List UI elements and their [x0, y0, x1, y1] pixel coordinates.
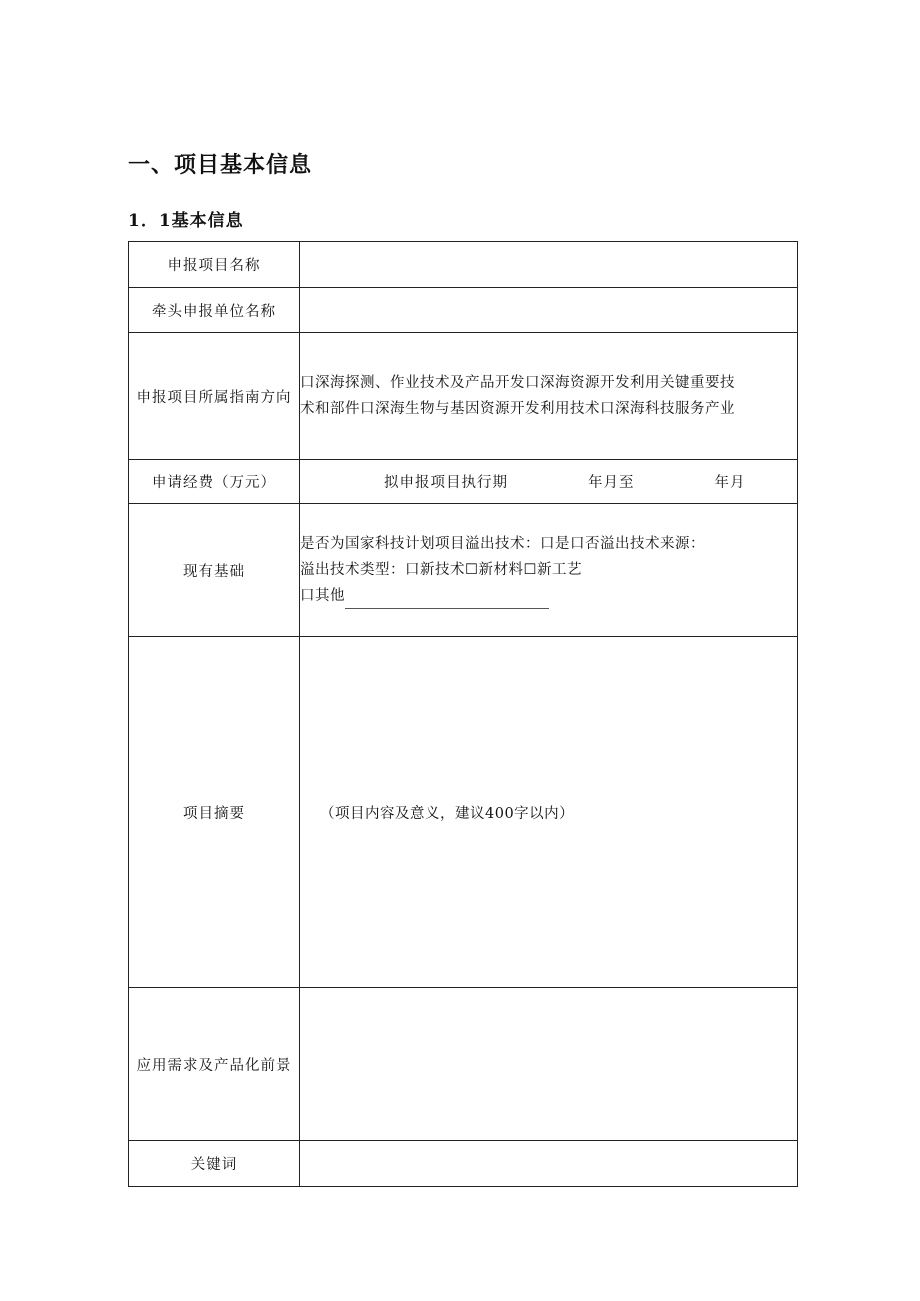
table-row-keywords: [129, 1141, 798, 1187]
table-row-funding: [129, 460, 798, 504]
section-title: 一、项目基本信息: [128, 153, 313, 178]
foundation-label: 现有基础: [129, 504, 300, 637]
abstract-field[interactable]: [300, 637, 798, 988]
guide-direction-label: 申报项目所属指南方向: [129, 333, 300, 460]
keywords-label: 关键词: [129, 1141, 300, 1187]
other-label: 口其他: [300, 588, 345, 604]
guide-direction-line-1: 口深海探测、作业技术及产品开发口深海资源开发利用关键重要技: [300, 375, 735, 391]
subsection-title: 1．1基本信息: [128, 211, 244, 231]
funding-label: 申请经费（万元）: [129, 460, 300, 504]
lead-unit-field[interactable]: [300, 288, 798, 333]
keywords-field[interactable]: [300, 1141, 798, 1187]
execution-period-label: 拟申报项目执行期: [384, 475, 508, 491]
period-to-label: 年月: [714, 475, 746, 491]
table-row-project-name: [129, 242, 798, 288]
spillover-type: 溢出技术类型：口新技术☐新材料☐新工艺: [300, 562, 582, 578]
table-row-application: [129, 988, 798, 1141]
project-name-field[interactable]: [300, 242, 798, 288]
project-name-label: 申报项目名称: [129, 242, 300, 288]
funding-period-field[interactable]: [300, 460, 798, 504]
spillover-other: [300, 583, 797, 609]
abstract-label: 项目摘要: [129, 637, 300, 988]
guide-direction-line-2: 术和部件口深海生物与基因资源开发利用技术口深海科技服务产业: [300, 401, 735, 417]
table-row-lead-unit: [129, 288, 798, 333]
application-label: 应用需求及产品化前景: [129, 988, 300, 1141]
foundation-field[interactable]: [300, 504, 798, 637]
table-row-guide-direction: [129, 333, 798, 460]
table-row-abstract: [129, 637, 798, 988]
spillover-question: 是否为国家科技计划项目溢出技术：口是口否溢出技术来源：: [300, 536, 705, 552]
period-from-label: 年月至: [588, 475, 635, 491]
guide-direction-field[interactable]: [300, 333, 798, 460]
basic-info-table: [128, 241, 798, 1187]
application-field[interactable]: [300, 988, 798, 1141]
lead-unit-label: 牵头申报单位名称: [129, 288, 300, 333]
table-row-foundation: [129, 504, 798, 637]
other-blank-underline[interactable]: [345, 590, 549, 609]
abstract-hint: （项目内容及意义，建议400字以内）: [320, 805, 575, 822]
